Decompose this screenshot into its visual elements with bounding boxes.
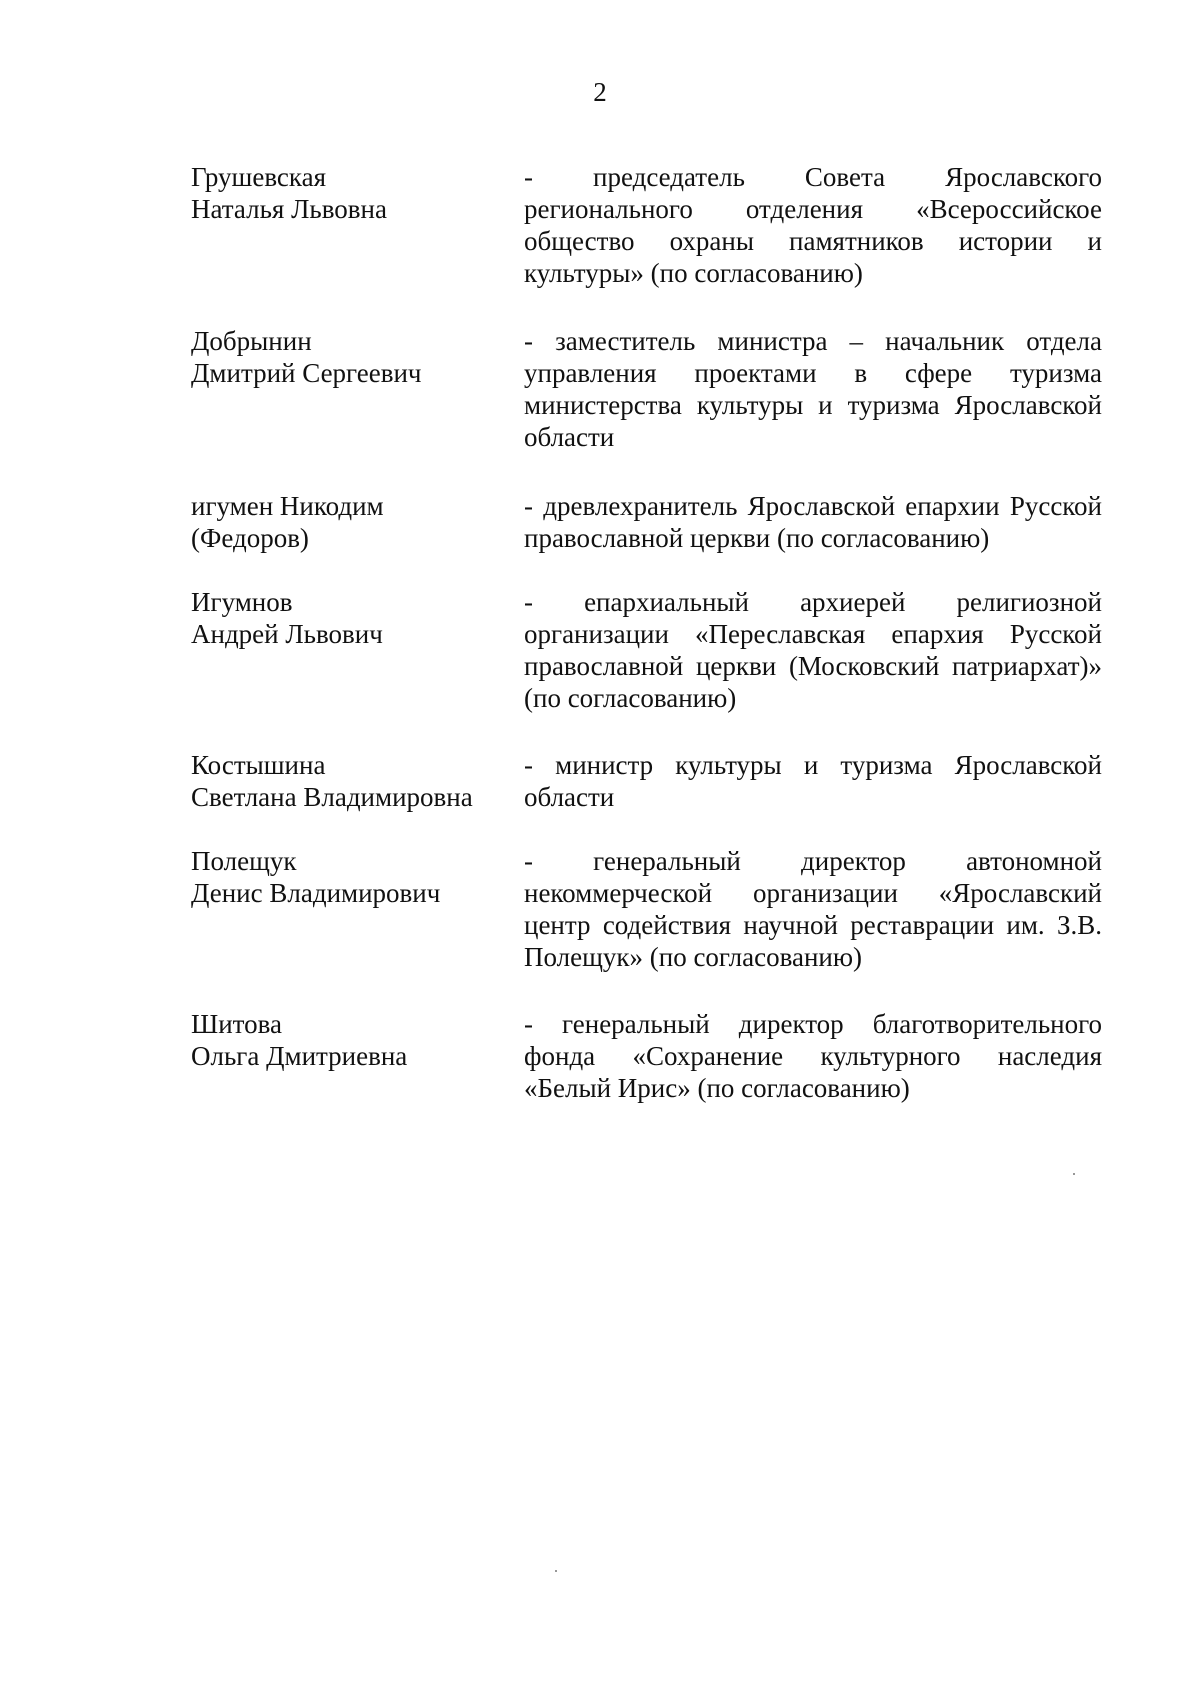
member-given-names: Дмитрий Сергеевич bbox=[191, 358, 422, 388]
member-given-names: (Федоров) bbox=[191, 523, 309, 553]
member-name bbox=[191, 161, 511, 225]
member-surname: Полещук bbox=[191, 846, 297, 876]
member-surname: Добрынин bbox=[191, 326, 312, 356]
member-given-names: Ольга Дмитриевна bbox=[191, 1041, 408, 1071]
member-description: - министр культуры и туризма Ярославской области bbox=[524, 750, 1102, 812]
member-description: - председатель Совета Ярославского регионального отделения «Всероссийское общество охраны памятников истории и культуры» (по согласованию) bbox=[524, 162, 1102, 288]
page-number: 2 bbox=[593, 77, 607, 107]
member-given-names: Наталья Львовна bbox=[191, 194, 387, 224]
member-surname: игумен Никодим bbox=[191, 491, 384, 521]
scan-speck bbox=[555, 1570, 557, 1572]
member-description: - заместитель министра – начальник отдела управления проектами в сфере туризма министерства культуры и туризма Ярославской области bbox=[524, 326, 1102, 452]
member-given-names: Денис Владимирович bbox=[191, 878, 441, 908]
member-surname: Шитова bbox=[191, 1009, 283, 1039]
member-description: - генеральный директор благотворительного фонда «Сохранение культурного наследия «Белый Ирис» (по согласованию) bbox=[524, 1009, 1102, 1103]
member-surname: Грушевская bbox=[191, 162, 327, 192]
member-description: - генеральный директор автономной некоммерческой организации «Ярославский центр содействия научной реставрации им. З.В. Полещук» (по согласованию) bbox=[524, 846, 1102, 972]
member-name bbox=[191, 490, 511, 554]
member-name bbox=[191, 749, 511, 813]
member-surname: Игумнов bbox=[191, 587, 293, 617]
member-surname: Костышина bbox=[191, 750, 326, 780]
member-name bbox=[191, 845, 511, 909]
member-name bbox=[191, 1008, 511, 1072]
member-given-names: Светлана Владимировна bbox=[191, 782, 473, 812]
member-name bbox=[191, 325, 511, 389]
member-description: - епархиальный архиерей религиозной организации «Переславская епархия Русской православной церкви (Московский патриархат)» (по согласованию) bbox=[524, 587, 1102, 713]
member-given-names: Андрей Львович bbox=[191, 619, 383, 649]
member-description: - древлехранитель Ярославской епархии Русской православной церкви (по согласованию) bbox=[524, 491, 1102, 553]
member-name bbox=[191, 586, 511, 650]
scan-speck bbox=[1073, 1173, 1075, 1175]
